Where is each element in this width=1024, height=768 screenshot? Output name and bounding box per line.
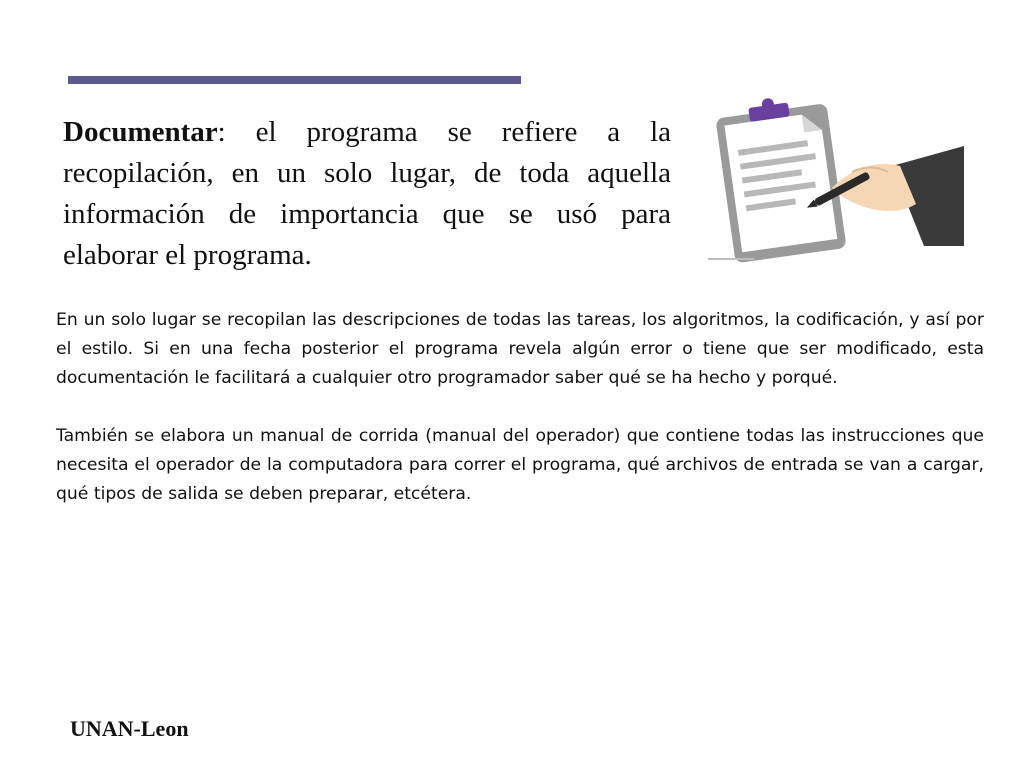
body-text xyxy=(56,306,984,538)
paragraph-run-manual: También se elabora un manual de corrida (manual del operador) que contiene todas las instrucciones que necesita el operador de la computadora para correr el programa, qué archivos de entrada se van a cargar, qué tipos de salida se deben preparar, etcétera. xyxy=(56,426,984,504)
clipboard-signing-icon xyxy=(702,96,967,266)
footer-institution: UNAN-Leon xyxy=(70,716,189,741)
intro-definition-text: : el programa se refiere a la recopilación, en un solo lugar, de toda aquella información de importancia que se usó para elaborar el programa. xyxy=(63,116,671,271)
paragraph-documentation: En un solo lugar se recopilan las descripciones de todas las tareas, los algoritmos, la codificación, y así por el estilo. Si en una fecha posterior el programa revela algún error o tiene que ser modificado, esta documentación le facilitará a cualquier otro programador saber qué se ha hecho y porqué. xyxy=(56,310,984,388)
intro-definition xyxy=(63,112,671,276)
intro-term: Documentar xyxy=(63,116,218,148)
title-accent-bar xyxy=(68,76,521,84)
